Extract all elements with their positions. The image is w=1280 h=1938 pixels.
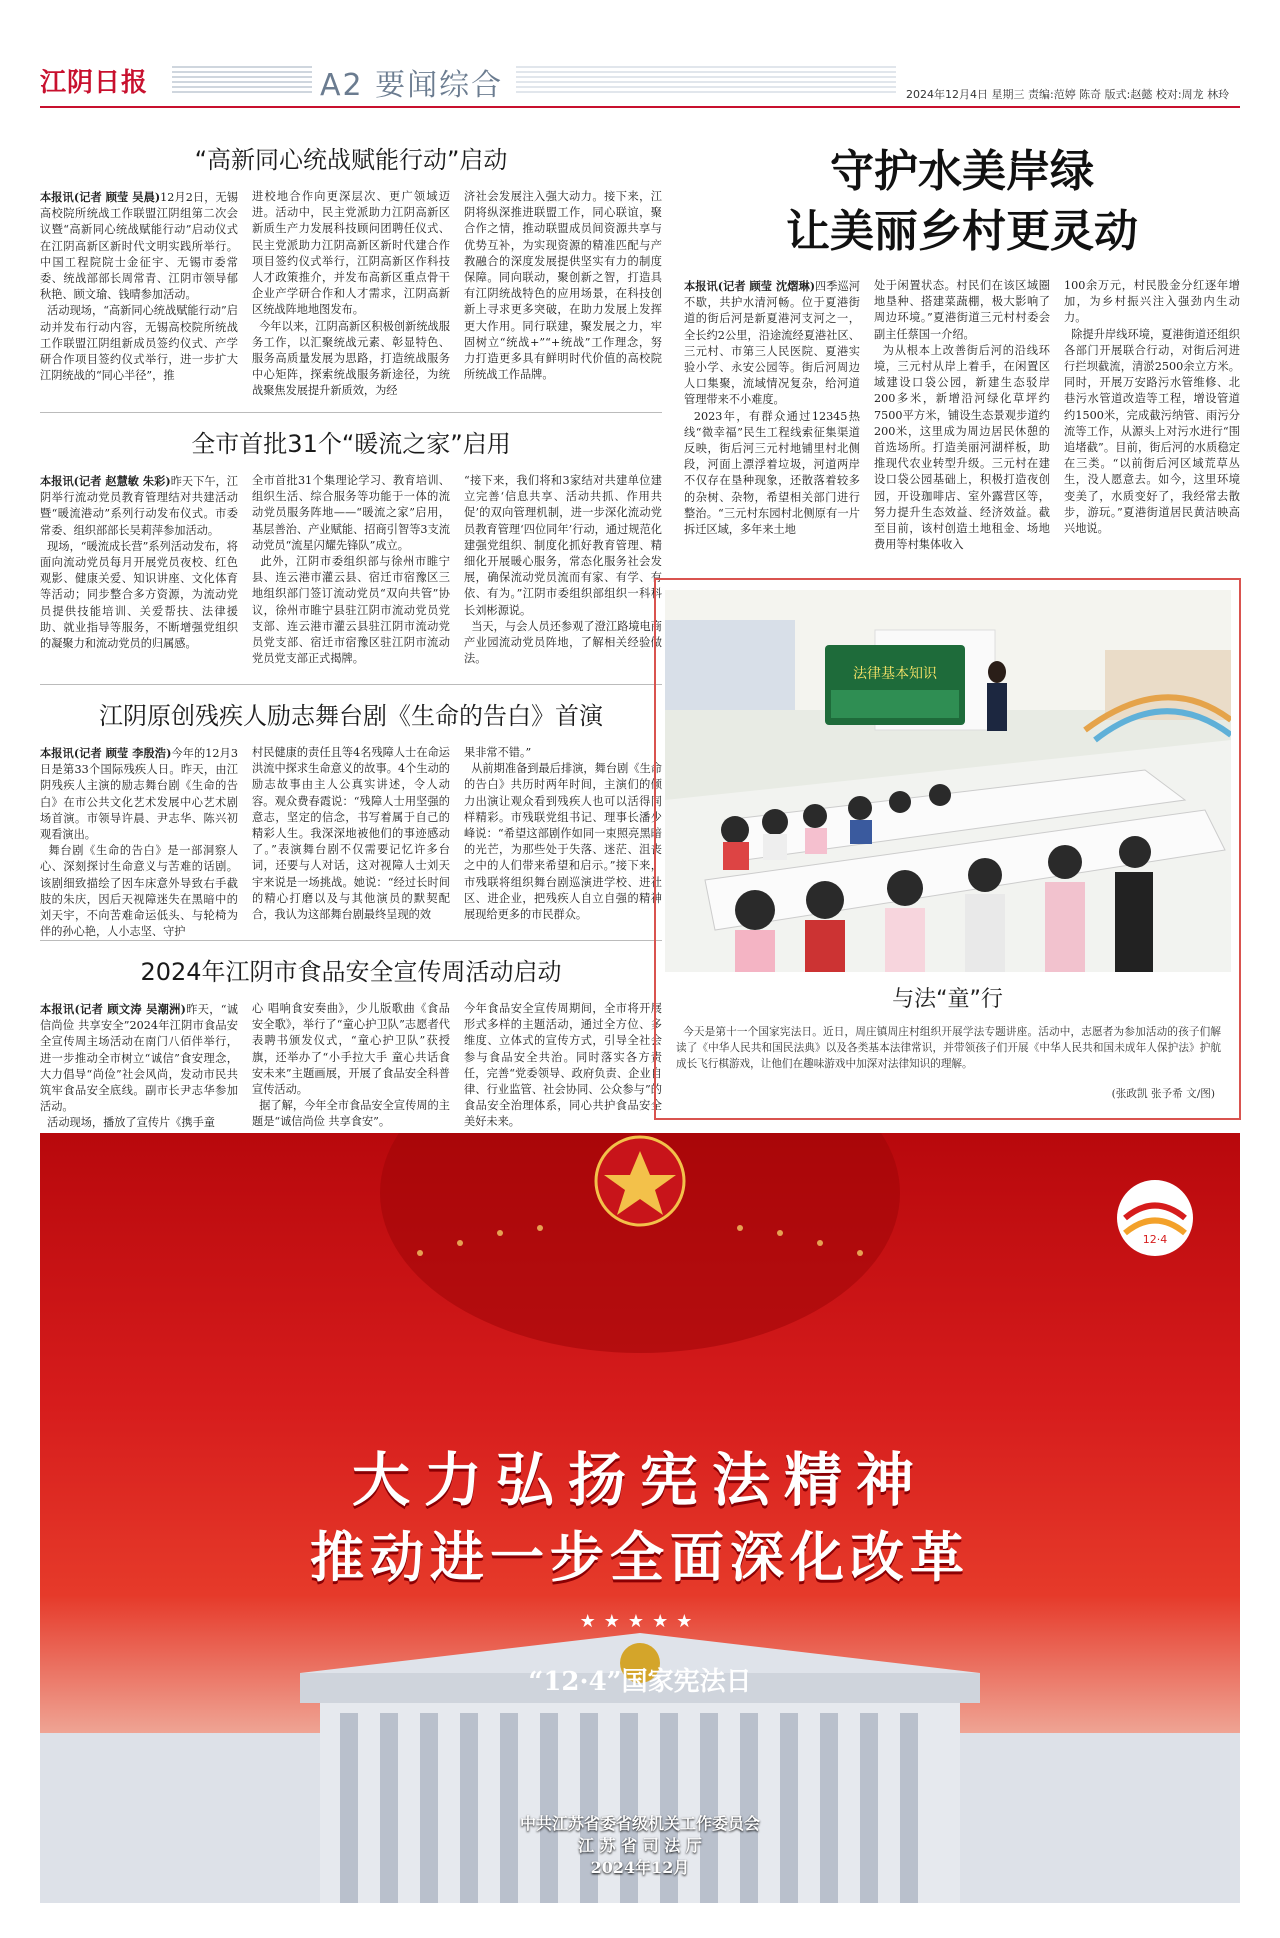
article-lead: 本报讯(记者 赵慧敏 朱彩) <box>40 474 171 488</box>
article-col-3: 果非常不错。” 从前期准备到最后排演，舞台剧《生命的告白》共历时两年时间，主演们的倾力出演让观众看到残疾人也可以活得同样精彩。市残联党组书记、理事长潘少峰说：“希望这部剧作如同一束照亮黑暗的光芒，为那些处于失落、迷茫、沮丧之中的人们带来希望和启示。”接下来，市残联将组织舞台剧巡演进学校、进社区、进企业，把残疾人自立自强的精神展现给更多的市民群众。 <box>464 746 662 922</box>
photo-feature-box <box>654 578 1241 1120</box>
article-col-1 <box>40 745 238 940</box>
banner-sponsor-2: 江 苏 省 司 法 厅 <box>578 1836 702 1855</box>
article-lead: 本报讯(记者 顾莹 沈熠琳) <box>684 279 815 293</box>
banner-sponsor-1: 中共江苏省委省级机关工作委员会 <box>519 1814 760 1833</box>
article-title: 2024年江阴市食品安全宣传周活动启动 <box>140 958 562 986</box>
article-text: 四季巡河不歇，共护水清河畅。位于夏港街道的街后河是新夏港河支河之一，全长约2公里，沿途流经夏港社区、三元村、市第三人民医院、夏港实验小学、永安公园等。街后河周边人口集聚，流域情况复杂，给河道管理带来不小难度。 2023年，有群众通过12345热线“微幸福”民生工程线索征集渠道反映，街后河三元村地铺里村北侧段，河面上漂浮着垃圾，河道两岸不仅存在垦种现象，还散落着较多的杂树、杂物，希望相关部门进行整治。“三元村东园村北侧原有一片拆迁区域，多年来土地 <box>684 280 860 537</box>
article-text: 今年的12月3日是第33个国际残疾人日。昨天，由江阴残疾人主演的励志舞台剧《生命的告白》在市公共文化艺术发展中心艺术剧场首演。市领导许晨、尹志华、陈兴初观看演出。 舞台剧《生命的告白》是一部洞察人心、深刻探讨生命意义与苦难的话剧。该剧细致描绘了因车床意外导致右手截肢的朱庆，因后天视障迷失在黑暗中的刘天宇，不向苦难命运低头、与轮椅为伴的孙心艳，人小志坚、守护 <box>40 747 238 939</box>
article-lead: 本报讯(记者 顾莹 吴晨) <box>40 190 161 204</box>
article-food-safety <box>40 952 662 1132</box>
article-text: 昨天下午，江阴举行流动党员教育管理结对共建活动暨“暖流港动”系列行动发布仪式。市委常委、组织部部长吴莉萍参加活动。 现场，“暖流成长营”系列活动发布，将面向流动党员每月开展党员夜校、红色观影、健康关爱、知识讲座、文化体育等活动；同步整合多方资源，为流动党员提供技能培训、关爱帮扶、法律援助、就业指导等服务，不断增强党组织的凝聚力和流动党员的归属感。 <box>40 475 238 651</box>
banner-subtitle: “12·4”国家宪法日 <box>528 1667 752 1697</box>
article-col-2: 心 唱响食安奏曲》，少儿版歌曲《食品安全歌》，举行了“童心护卫队”志愿者代表聘书颁发仪式，“童心护卫队”获授旗，还举办了“小手拉大手 童心共话食安未来”主题画展，开展了食品安全科普宣传活动。 据了解，今年全市食品安全宣传周的主题是“诚信尚俭 共享食安”。 <box>252 1002 450 1129</box>
article-col-3: 100余万元，村民股金分红逐年增加，为乡村振兴注入强劲内生动力。 除提升岸线环境，夏港街道还组织各部门开展联合行动，对街后河进行拦坝截流，清淤2500余立方米。同时，开展万安路污水管维修、北巷污水管道改造等工程，增设管道约1500米，完成截污纳管、雨污分流等工作，从源头上对污水进行“围追堵截”。目前，街后河的水质稳定在三类。“以前街后河区域荒草丛生，没人愿意去。如今，这里环境变美了，水质变好了，我经常去散步，游玩。”夏港街道居民黄洁映高兴地说。 <box>1064 279 1240 536</box>
article-col-2: 全市首批31个集理论学习、教育培训、组织生活、综合服务等功能于一体的流动党员服务阵地——“暖流之家”启用，基层善治、产业赋能、招商引智等3支流动党员“流星闪耀先锋队”成立。 此外，江阴市委组织部与徐州市睢宁县、连云港市灌云县、宿迁市宿豫区三地组织部门签订流动党员“双向共管”协议，徐州市睢宁县驻江阴市流动党员党支部、连云港市灌云县驻江阴市流动党员党支部、宿迁市宿豫区驻江阴市流动党员党支部正式揭牌。 <box>252 474 450 666</box>
article-headline-line2: 让美丽乡村更灵动 <box>786 206 1138 257</box>
screen-text: 法律基本知识 <box>853 666 937 682</box>
divider <box>40 412 662 413</box>
photo-title: 与法“童”行 <box>892 987 1003 1012</box>
classroom-illustration <box>665 590 1231 972</box>
article-col-3: 济社会发展注入强大动力。接下来，江阴将纵深推进联盟工作，同心联谊，聚合作之情，推动联盟成员间资源共享与优势互补，为实现资源的精准匹配与产教融合的深度发展提供坚实有力的制度保障。同向联动，聚创新之智，打造具有江阴统战特色的应用场景，在科技创新上寻求更多突破，在助力发展上发挥更大作用。同行联建，聚发展之力，牢固树立“统战+”“+统战”工作理念，努力打造更多具有鲜明时代价值的高校院所统战工作品牌。 <box>464 190 662 382</box>
article-title: 江阴原创残疾人励志舞台剧《生命的告白》首演 <box>99 702 603 730</box>
article-col-3: “接下来，我们将和3家结对共建单位建立完善‘信息共享、活动共抓、作用共促’的双向管理机制，进一步深化流动党员教育管理‘四位同年’行动，通过规范化建强党组织、制度化抓好教育管理、精细化开展暖心服务，常态化服务社会发展，确保流动党员流而有家、有学、有依、有为。”江阴市委组织部组织一科科长刘彬源说。 当天，与会人员还参观了澄江路境电商产业园流动党员阵地，了解相关经验做法。 <box>464 474 662 666</box>
article-stage-play <box>40 696 662 940</box>
banner-headline-1: 大力弘扬宪法精神 <box>351 1446 928 1514</box>
article-col-1 <box>40 473 238 667</box>
article-col-1 <box>684 278 860 553</box>
article-headline-line1: 守护水美岸绿 <box>830 146 1094 197</box>
masthead-rule <box>40 106 1240 108</box>
article-col-2: 村民健康的责任且等4名残障人士在命运洪流中探求生命意义的故事。4个生动的励志故事由主人公真实讲述，令人动容。观众费春霞说：“残障人士用坚强的意志，坚定的信念，书写着属于自己的精彩人生。我深深地被他们的事迹感动了。”表演舞台剧不仅需要记忆许多台词，还要与人对话，这对视障人士刘天宇来说是一场挑战。她说：“经过长时间的精心打磨以及与其他演员的默契配合，我认为这部舞台剧最终呈现的效 <box>252 746 450 922</box>
article-col-2: 进校地合作向更深层次、更广领域迈进。活动中，民主党派助力江阴高新区新质生产力发展科技顾问团聘任仪式、民主党派助力江阴高新区新时代建合作项目签约仪式举行，江阴高新区作科技人才政策推介，并发布高新区重点骨干企业产学研合作和人才需求，江阴高新区统战阵地地图发布。 今年以来，江阴高新区积极创新统战服务工作，以汇聚统战元素、彰显特色、服务高质量发展为思路，打造统战服务中心矩阵，探索统战服务新途径，为统战聚焦发展提升新质效，为经 <box>252 190 450 398</box>
article-col-1 <box>40 1001 238 1132</box>
article-title: 全市首批31个“暖流之家”启用 <box>191 430 511 458</box>
article-lead: 本报讯(记者 顾文涛 吴潮洲) <box>40 1002 186 1016</box>
article-text: 12月2日，无锡高校院所统战工作联盟江阴组第二次会议暨“高新同心统战赋能行动”启动仪式在江阴高新区新时代文明实践所举行。中国工程院院士金征宇、无锡市委常委、统战部部长周常青、江阴市领导郁秋艳、顾文瑜、钱晴参加活动。 活动现场，“高新同心统战赋能行动”启动并发布行动内容，无锡高校院所统战工作联盟江阴组新成员签约仪式、产学研合作项目签约仪式举行，进一步扩大江阴统战的“同心半径”，推 <box>40 191 238 383</box>
constitution-day-banner <box>40 1133 1240 1903</box>
photo-caption: 今天是第十一个国家宪法日。近日，周庄镇周庄村组织开展学法专题讲座。活动中，志愿者为参加活动的孩子们解读了《中华人民共和国民法典》以及各类基本法律常识，并带领孩子们开展《中华人民共和国未成年人保护法》护航成长飞行棋游戏，让他们在趣味游戏中加深对法律知识的理解。 <box>676 1026 1221 1070</box>
article-col-2: 处于闲置状态。村民们在该区域圈地垦种、搭建菜蔬棚，极大影响了周边环境。”夏港街道三元村村委会副主任蔡国一介绍。 为从根本上改善街后河的沿线环境，三元村从岸上着手，在闲置区域建设口袋公园，新建生态驳岸200多米，新增沿河绿化草坪约7500平方米，铺设生态景观步道约200米，这里成为周边居民休憩的首选场所。打造美丽河湖样板，助推现代农业转型升级。三元村在建设口袋公园基础上，积极打造夜创园，开设珈啡店、室外露营区等，努力提升生态效益、经济效益。截至目前，该村创造土地租金、场地费用等村集体收入 <box>874 279 1050 552</box>
article-col-1 <box>40 189 238 400</box>
article-nuanliu <box>40 424 662 667</box>
star-row-icon: ★★★★★ <box>579 1611 701 1632</box>
banner-headline-2: 推动进一步全面深化改革 <box>310 1526 970 1589</box>
article-title: “高新同心统战赋能行动”启动 <box>194 146 508 174</box>
masthead-hatch-right <box>516 66 896 96</box>
issue-meta: 2024年12月4日 星期三 责编:范婷 陈奇 版式:赵懿 校对:周龙 林玲 <box>906 88 1230 101</box>
classroom-photo <box>665 590 1231 972</box>
banner-logo-text: 12·4 <box>1142 1233 1168 1246</box>
divider <box>40 940 662 941</box>
masthead-hatch <box>172 66 312 96</box>
article-col-3: 今年食品安全宣传周期间，全市将开展形式多样的主题活动，通过全方位、多维度、立体式的宣传方式，引导全社会参与食品安全共治。同时落实各方责任，完善“党委领导、政府负责、企业自律、行业监管、社会协同、公众参与”的食品安全治理体系，同心共护食品安全美好未来。 <box>464 1002 662 1129</box>
article-tongzhan <box>40 140 662 400</box>
page-section-title: A2 要闻综合 <box>320 68 504 103</box>
divider <box>40 684 662 685</box>
article-river <box>684 142 1240 553</box>
article-lead: 本报讯(记者 顾莹 李殷浩) <box>40 746 172 760</box>
banner-date: 2024年12月 <box>590 1858 690 1877</box>
newspaper-logo: 江阴日报 <box>40 68 149 98</box>
photo-credit: (张政凯 张予希 文/图) <box>1111 1088 1215 1100</box>
article-text: 昨天，“诚信尚俭 共享安全”2024年江阴市食品安全宣传周主场活动在南门八佰伴举行，进一步推动全市树立“诚信”食安理念，大力倡导“尚俭”社会风尚，发动市民共筑牢食品安全底线。副市长尹志华参加活动。 活动现场，播放了宣传片《携手童 <box>40 1003 238 1130</box>
